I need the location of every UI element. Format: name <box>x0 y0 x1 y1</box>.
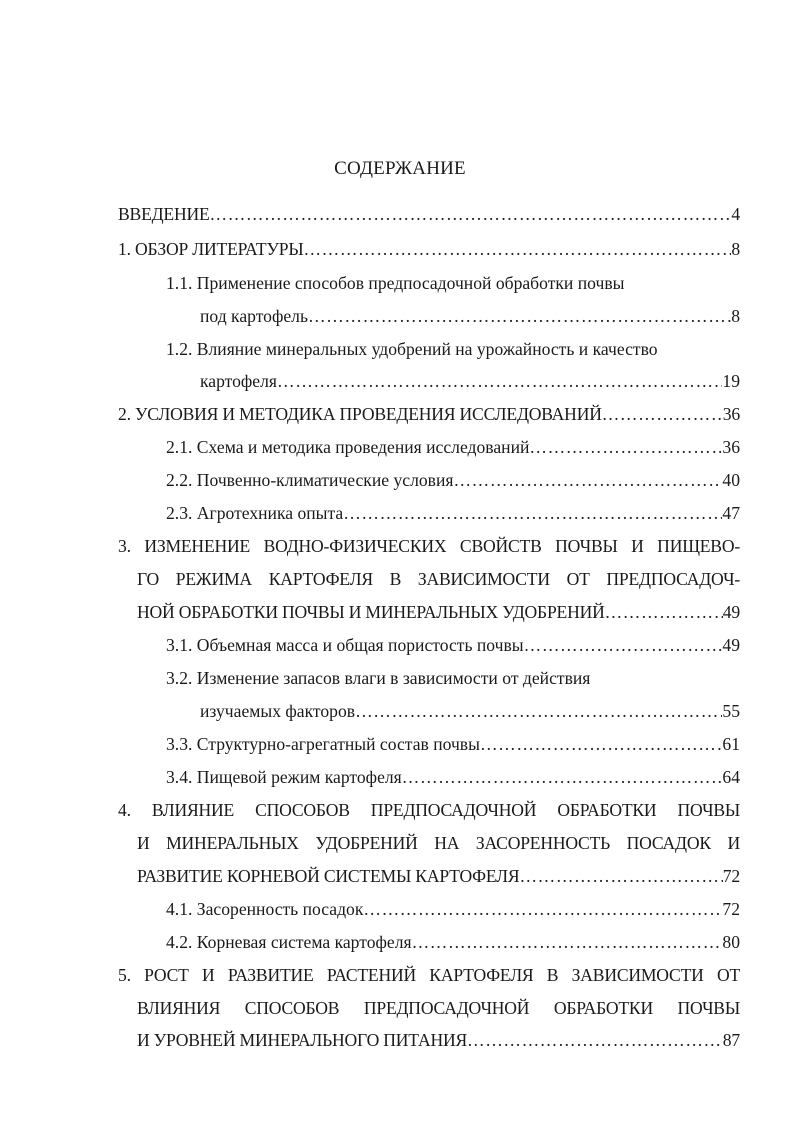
toc-entry-line <box>137 831 740 855</box>
toc-page-number: 64 <box>722 767 740 787</box>
toc-entry <box>137 864 740 888</box>
toc-page-number: 40 <box>722 470 740 490</box>
toc-entry <box>118 237 740 261</box>
toc-entry-title: ВЛИЯНИЯ СПОСОБОВ ПРЕДПОСАДОЧНОЙ ОБРАБОТКИ ПОЧВЫ <box>137 998 740 1018</box>
toc-page-number: 72 <box>722 899 740 919</box>
toc-entry-title: ГО РЕЖИМА КАРТОФЕЛЯ В ЗАВИСИМОСТИ ОТ ПРЕДПОСАДОЧ- <box>137 569 740 589</box>
toc-entry-title: под картофель <box>200 306 308 326</box>
toc-entry <box>137 1028 740 1052</box>
toc-entry-title: ВВЕДЕНИЕ <box>118 204 210 224</box>
toc-entry <box>137 600 740 624</box>
toc-page-number: 47 <box>722 503 740 523</box>
toc-entry-title: 3.4. Пищевой режим картофеля <box>166 767 402 787</box>
toc-entry-title: НОЙ ОБРАБОТКИ ПОЧВЫ И МИНЕРАЛЬНЫХ УДОБРЕНИЙ <box>137 602 605 622</box>
toc-entry-title: 3.2. Изменение запасов влаги в зависимости от действия <box>166 668 591 688</box>
toc-leader-dots <box>480 732 722 756</box>
toc-entry-line <box>166 271 740 295</box>
toc-entry-title: 4.2. Корневая система картофеля <box>166 932 412 952</box>
toc-entry-title: 2.1. Схема и методика проведения исследований <box>166 437 530 457</box>
toc-entry-line <box>118 798 740 822</box>
toc-leader-dots <box>453 468 722 492</box>
toc-leader-dots <box>467 1028 723 1052</box>
toc-leader-dots <box>412 930 723 954</box>
toc-page-number: 8 <box>731 239 740 259</box>
toc-leader-dots <box>602 402 723 426</box>
toc-entry <box>200 369 740 393</box>
toc-entry-title: 5. РОСТ И РАЗВИТИЕ РАСТЕНИЙ КАРТОФЕЛЯ В ЗАВИСИМОСТИ ОТ <box>118 965 740 985</box>
toc-entry-line <box>166 666 740 690</box>
toc-entry <box>166 765 740 789</box>
toc-page-number: 49 <box>722 602 740 622</box>
toc-leader-dots <box>524 633 723 657</box>
toc-leader-dots <box>277 369 722 393</box>
toc-entry <box>166 897 740 921</box>
toc-page-number: 80 <box>722 932 740 952</box>
toc-entry <box>166 468 740 492</box>
toc-leader-dots <box>529 435 722 459</box>
toc-leader-dots <box>303 237 731 261</box>
toc-page-number: 36 <box>722 437 740 457</box>
toc-page-number: 36 <box>722 404 740 424</box>
toc-entry <box>166 633 740 657</box>
toc-entry-line <box>137 996 740 1020</box>
toc-entry-title: 3.1. Объемная масса и общая пористость почвы <box>166 635 524 655</box>
toc-entry-title: картофеля <box>200 371 277 391</box>
toc-entry-title: 4.1. Засоренность посадок <box>166 899 364 919</box>
toc-entry <box>166 501 740 525</box>
toc-entry <box>200 304 740 328</box>
toc-leader-dots <box>343 501 722 525</box>
toc-entry <box>166 732 740 756</box>
toc-entry-title: 3.3. Структурно-агрегатный состав почвы <box>166 734 480 754</box>
toc-entry <box>166 930 740 954</box>
toc-page-number: 49 <box>722 635 740 655</box>
toc-page-number: 55 <box>722 701 740 721</box>
toc-entry-line <box>118 534 740 558</box>
toc-entry-line <box>118 963 740 987</box>
toc-entry-title: 1.2. Влияние минеральных удобрений на урожайность и качество <box>166 339 658 359</box>
toc-page-number: 72 <box>722 866 740 886</box>
toc-entry-title: И МИНЕРАЛЬНЫХ УДОБРЕНИЙ НА ЗАСОРЕННОСТЬ ПОСАДОК И <box>137 833 740 853</box>
toc-page-number: 61 <box>722 734 740 754</box>
toc-entry <box>200 699 740 723</box>
toc-leader-dots <box>308 304 731 328</box>
toc-entry <box>166 435 740 459</box>
toc-page-number: 8 <box>731 306 740 326</box>
toc-page-number: 87 <box>722 1030 740 1050</box>
toc-page-number: 4 <box>731 204 740 224</box>
page-title: СОДЕРЖАНИЕ <box>334 158 466 179</box>
toc-entry-title: изучаемых факторов <box>200 701 356 721</box>
toc-entry-title: РАЗВИТИЕ КОРНЕВОЙ СИСТЕМЫ КАРТОФЕЛЯ <box>137 866 520 886</box>
toc-entry-title: 4. ВЛИЯНИЕ СПОСОБОВ ПРЕДПОСАДОЧНОЙ ОБРАБОТКИ ПОЧВЫ <box>118 800 740 820</box>
toc-entry-title: И УРОВНЕЙ МИНЕРАЛЬНОГО ПИТАНИЯ <box>137 1030 468 1050</box>
toc-entry-title: 2.2. Почвенно-климатические условия <box>166 470 454 490</box>
toc-leader-dots <box>355 699 722 723</box>
toc-entry <box>118 202 740 226</box>
toc-leader-dots <box>605 600 723 624</box>
toc-entry-title: 3. ИЗМЕНЕНИЕ ВОДНО-ФИЗИЧЕСКИХ СВОЙСТВ ПОЧВЫ И ПИЩЕВО- <box>118 536 740 556</box>
toc-leader-dots <box>519 864 722 888</box>
toc-entry <box>118 402 740 426</box>
toc-entry-title: 2. УСЛОВИЯ И МЕТОДИКА ПРОВЕДЕНИЯ ИССЛЕДОВАНИЙ <box>118 404 602 424</box>
toc-entry-line <box>166 337 740 361</box>
toc-entry-title: 1. ОБЗОР ЛИТЕРАТУРЫ <box>118 239 304 259</box>
toc-entry-title: 2.3. Агротехника опыта <box>166 503 344 523</box>
toc-leader-dots <box>210 202 732 226</box>
toc-leader-dots <box>402 765 723 789</box>
toc-page-number: 19 <box>722 371 740 391</box>
toc-entry-title: 1.1. Применение способов предпосадочной обработки почвы <box>166 273 625 293</box>
toc-leader-dots <box>363 897 722 921</box>
toc-entry-line <box>137 567 740 591</box>
